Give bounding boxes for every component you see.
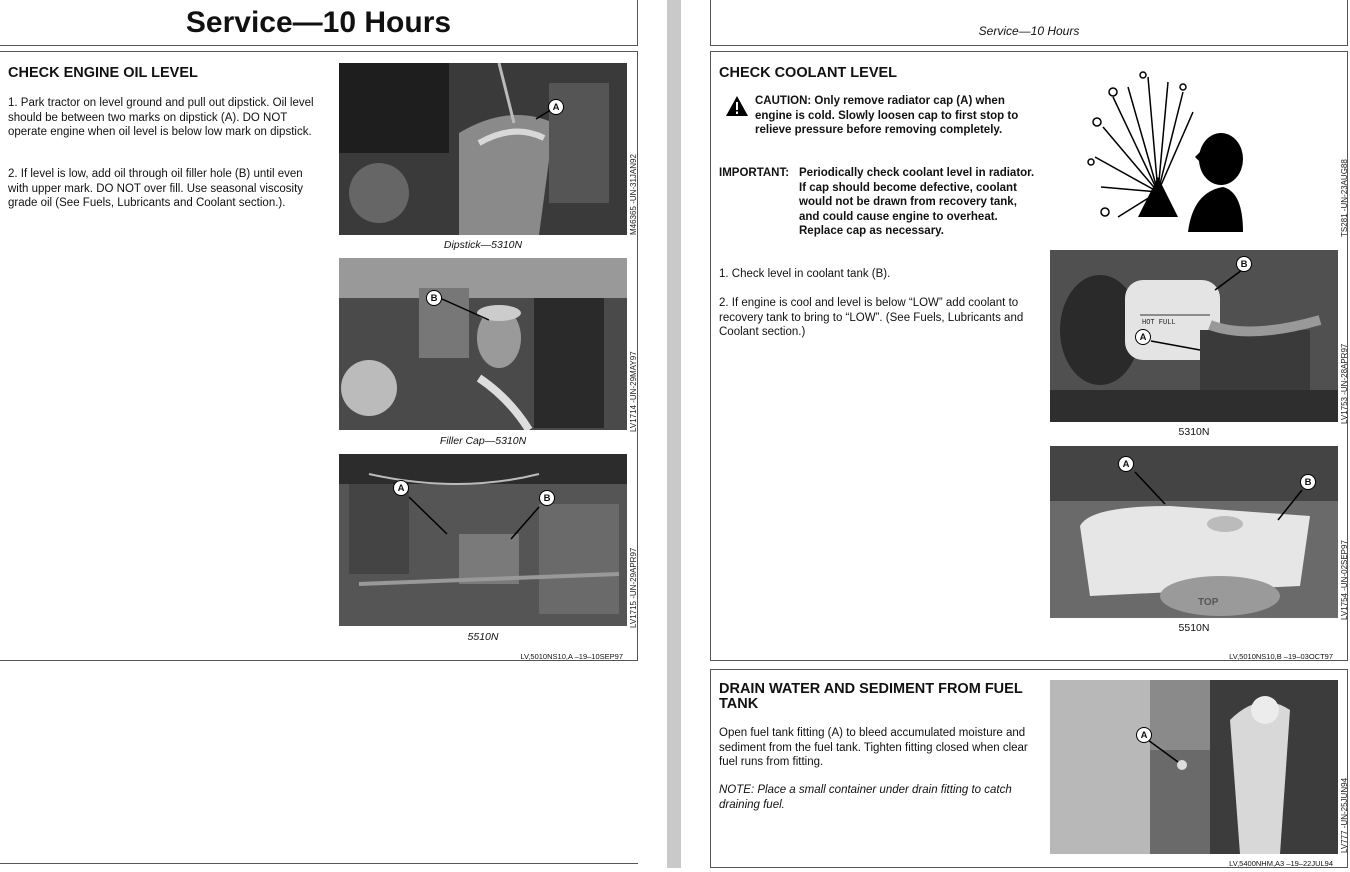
page-gutter — [667, 0, 681, 868]
callout-b: B — [426, 290, 442, 306]
important-label: IMPORTANT: — [719, 167, 790, 179]
coolant-tank-5510n-photo — [1050, 446, 1338, 618]
section-engine-oil — [0, 51, 638, 661]
section-coolant — [710, 51, 1348, 661]
coolant-tank-5310n-photo — [1050, 250, 1338, 422]
callout-b: B — [1300, 474, 1316, 490]
photo-caption: 5510N — [1178, 622, 1210, 634]
figure-code: LV1714 -UN-29MAY97 — [629, 351, 638, 432]
callout-b: B — [1236, 256, 1252, 272]
section-heading: CHECK COOLANT LEVEL — [719, 65, 898, 81]
callout-a: A — [1136, 727, 1152, 743]
step-2-text: 2. If level is low, add oil through oil filler hole (B) until even with upper mark. DO NOT over fill. Use seasonal viscosity grade oil (See Fuels, Lubricants and Coolant section.). — [8, 168, 304, 209]
figure-code: M46365 -UN-31JAN92 — [629, 154, 638, 235]
engine-5510n-photo — [339, 454, 627, 626]
caution-text — [755, 94, 1035, 138]
note-text: NOTE: Place a small container under drain fitting to catch draining fuel. — [719, 784, 1012, 811]
page-title: Service—10 Hours — [185, 6, 452, 39]
callout-a: A — [1118, 456, 1134, 472]
figure-code: LV1715 -UN-29APR97 — [629, 547, 638, 628]
reference-code: LV,5400NHM,A3 –19–22JUL94 — [1229, 859, 1333, 868]
fuel-tank-fitting-photo — [1050, 680, 1338, 854]
section-heading: CHECK ENGINE OIL LEVEL — [8, 65, 198, 81]
callout-a: A — [548, 99, 564, 115]
reference-code: LV,5010NS10,B –19–03OCT97 — [1229, 652, 1333, 661]
step-2-text: 2. If engine is cool and level is below “LOW” add coolant to recovery tank to bring to “LOW”. (See Fuels, Lubricants and Coolant section.) — [719, 297, 1024, 338]
filler-cap-photo — [339, 258, 627, 430]
section-fuel-drain — [710, 669, 1348, 868]
photo-caption: 5510N — [467, 631, 499, 643]
body-text: Open fuel tank fitting (A) to bleed accumulated moisture and sediment from the fuel tank. Tighten fitting closed when clear fuel runs from fitting. — [719, 727, 1028, 768]
left-page-header — [0, 0, 638, 46]
right-page-header — [710, 0, 1348, 46]
cap-label: TOP — [1198, 597, 1219, 608]
figure-code: TS281 -UN-23AUG88 — [1340, 159, 1349, 237]
pressure-spray-warning-icon — [1083, 67, 1243, 232]
caution-label: CAUTION: — [755, 95, 812, 107]
bottom-rule — [0, 863, 638, 864]
callout-a: A — [1135, 329, 1151, 345]
page-title: Service—10 Hours — [978, 24, 1080, 38]
step-1-text: 1. Park tractor on level ground and pull out dipstick. Oil level should be between two marks on dipstick (A). DO NOT operate engine when oil level is below low mark on dipstick. — [8, 97, 314, 138]
reference-code: LV,5010NS10,A –19–10SEP97 — [520, 652, 623, 661]
figure-code: LV1754 -UN-02SEP97 — [1340, 540, 1349, 620]
section-heading: DRAIN WATER AND SEDIMENT FROM FUEL TANK — [719, 681, 1023, 712]
photo-caption: Filler Cap—5310N — [439, 435, 527, 447]
caution-body: Only remove radiator cap (A) when engine is cold. Slowly loosen cap to first stop to relieve pressure before removing completely. — [755, 95, 1019, 136]
photo-caption: Dipstick—5310N — [443, 239, 523, 251]
caution-triangle-icon — [725, 95, 749, 117]
step-1-text: 1. Check level in coolant tank (B). — [719, 268, 891, 280]
tank-label: HOT FULL — [1142, 319, 1176, 327]
callout-b: B — [539, 490, 555, 506]
figure-code: LV1753 -UN-28APR97 — [1340, 343, 1349, 424]
dipstick-photo — [339, 63, 627, 235]
callout-a: A — [393, 480, 409, 496]
photo-caption: 5310N — [1178, 426, 1210, 438]
important-text: Periodically check coolant level in radiator. If cap should become defective, coolant would not be drawn from recovery tank, and could cause engine to overheat. Replace cap as necessary. — [799, 167, 1035, 237]
figure-code: LV777 -UN-25JUN94 — [1340, 777, 1349, 853]
